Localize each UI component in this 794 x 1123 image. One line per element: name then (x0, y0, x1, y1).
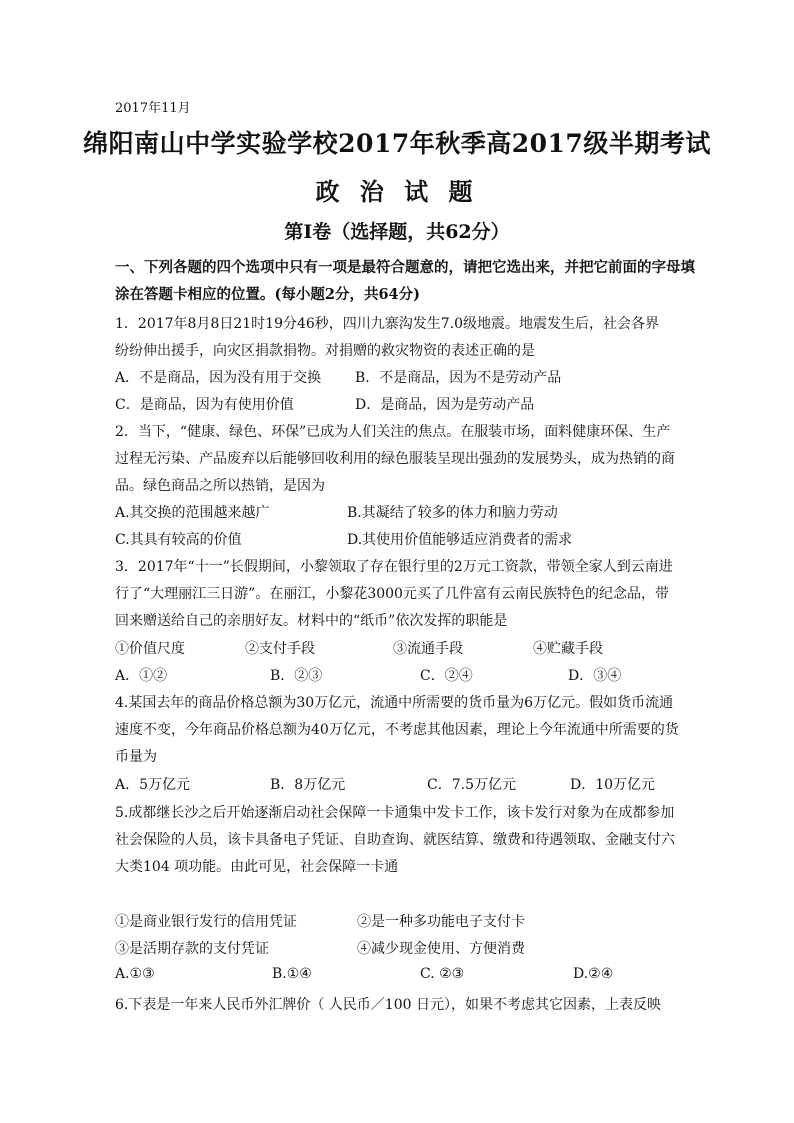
q5-statement-4: ④减少现金使用、方便消费 (357, 941, 525, 957)
q2-stem-line: 过程无污染、产品废弃以后能够回收利用的绿色服装呈现出强劲的发展势头，成为热销的商 (115, 451, 675, 467)
q4-option-c: C．7.5万亿元 (427, 777, 516, 793)
q1-stem-line: 纷纷伸出援手，向灾区捐款捐物。对捐赠的救灾物资的表述正确的是 (115, 343, 535, 359)
q3-statement-3: ③流通手段 (393, 641, 463, 657)
q6-stem-line: 6.下表是一年来人民币外汇牌价（ 人民币／100 日元），如果不考虑其它因素，上表反映 (115, 997, 661, 1013)
q2-option-d: D.其使用价值能够适应消费者的需求 (347, 532, 573, 548)
q3-option-b: B．②③ (270, 668, 323, 684)
q4-option-a: A．5万亿元 (115, 777, 191, 793)
q1-option-a: A．不是商品，因为没有用于交换 (115, 370, 322, 386)
q3-stem-line: 3．2017年“十一”长假期间，小黎领取了存在银行里的2万元工资款，带领全家人到云南进 (115, 559, 673, 575)
q5-statement-1: ①是商业银行发行的信用凭证 (115, 914, 297, 930)
exam-date: 2017年11月 (115, 101, 191, 116)
school-title: 绵阳南山中学实验学校2017年秋季高2017级半期考试 (83, 129, 711, 158)
q4-option-d: D．10万亿元 (570, 777, 656, 793)
q3-statement-1: ①价值尺度 (115, 641, 185, 657)
q4-stem-line: 4.某国去年的商品价格总额为30万亿元，流通中所需要的货币量为6万亿元。假如货币流通 (115, 695, 674, 711)
q4-option-b: B．8万亿元 (270, 777, 346, 793)
q1-option-b: B．不是商品，因为不是劳动产品 (355, 370, 562, 386)
q5-stem-line: 5.成都继长沙之后开始逐渐启动社会保障一卡通集中发卡工作，该卡发行对象为在成都参加 (115, 805, 675, 821)
q1-stem-line: 1．2017年8月8日21时19分46秒，四川九寨沟发生7.0级地震。地震发生后，社会各界 (115, 316, 660, 332)
part-title: 第Ⅰ卷（选择题，共62分） (284, 221, 510, 243)
q4-stem-line: 币量为 (115, 749, 157, 765)
q5-stem-line: 社会保险的人员，该卡具备电子凭证、自助查询、就医结算、缴费和待遇领取、金融支付六 (115, 832, 675, 848)
q5-stem-line: 大类104 项功能。由此可见，社会保障一卡通 (115, 859, 399, 875)
instruction-line: 涂在答题卡相应的位置。(每小题2分，共64分) (115, 286, 420, 303)
q2-stem-line: 品。绿色商品之所以热销，是因为 (115, 478, 325, 494)
q1-option-d: D．是商品，因为是劳动产品 (355, 397, 535, 413)
section-instruction (115, 254, 695, 308)
q2-option-c: C.其具有较高的价值 (115, 532, 242, 548)
q5-option-d: D.②④ (573, 966, 614, 982)
q5-statement-3: ③是活期存款的支付凭证 (115, 941, 269, 957)
q5-statement-2: ②是一种多功能电子支付卡 (357, 914, 525, 930)
subject-title: 政 治 试 题 (315, 177, 479, 206)
q3-stem-line: 回来赠送给自己的亲朋好友。材料中的“纸币”依次发挥的职能是 (115, 613, 508, 629)
q5-option-b: B.①④ (272, 966, 312, 982)
q2-option-a: A.其交换的范围越来越广 (115, 505, 270, 521)
q5-option-c: C. ②③ (420, 966, 465, 982)
q3-statement-2: ②支付手段 (245, 641, 315, 657)
q3-stem-line: 行了“大理丽江三日游”。在丽江，小黎花3000元买了几件富有云南民族特色的纪念品，带 (115, 586, 669, 602)
q3-statement-4: ④贮藏手段 (533, 641, 603, 657)
q1-option-c: C．是商品，因为有使用价值 (115, 397, 294, 413)
q3-option-c: C．②④ (420, 668, 473, 684)
q3-option-a: A．①② (115, 668, 168, 684)
q2-stem-line: 2．当下，“健康、绿色、环保”已成为人们关注的焦点。在服装市场，面料健康环保、生产 (115, 424, 671, 440)
instruction-line: 一、下列各题的四个选项中只有一项是最符合题意的，请把它选出来，并把它前面的字母填 (115, 259, 695, 276)
q2-option-b: B.其凝结了较多的体力和脑力劳动 (347, 505, 558, 521)
q3-option-d: D．③④ (568, 668, 622, 684)
q5-option-a: A.①③ (115, 966, 155, 982)
q4-stem-line: 速度不变，今年商品价格总额为40万亿元，不考虑其他因素，理论上今年流通中所需要的货 (115, 722, 679, 738)
